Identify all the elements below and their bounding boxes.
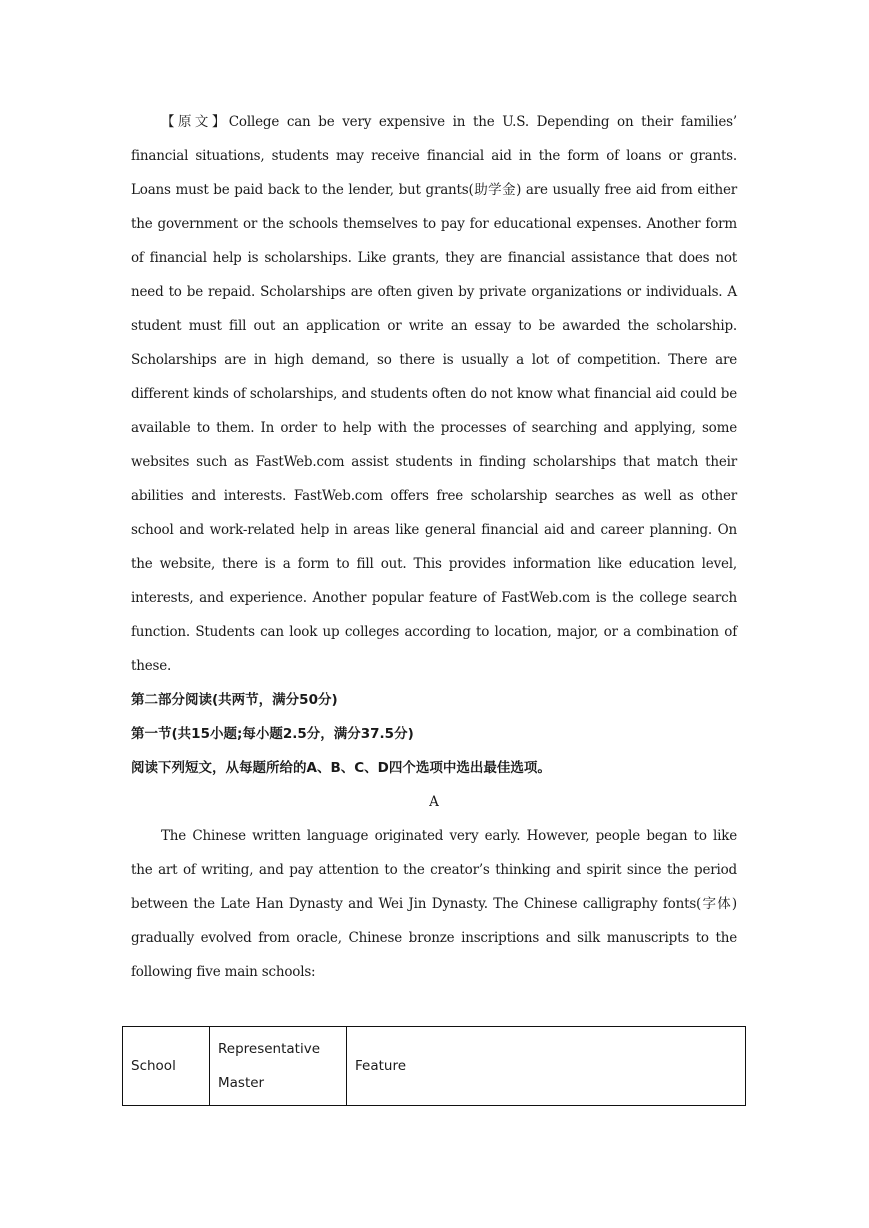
table-header-row xyxy=(123,1027,746,1106)
header-school: School xyxy=(123,1027,210,1106)
header-representative-master: Representative Master xyxy=(210,1027,347,1106)
header-feature: Feature xyxy=(347,1027,746,1106)
schools-table xyxy=(122,1026,746,1106)
original-text-paragraph xyxy=(131,105,737,683)
instruction: 阅读下列短文，从每题所给的A、B、C、D四个选项中选出最佳选项。 xyxy=(131,760,551,776)
original-text-label: 【原文】 xyxy=(161,114,229,130)
document-body xyxy=(131,105,737,989)
part-heading: 第二部分阅读(共两节，满分50分) xyxy=(131,692,338,708)
passage-a-paragraph: The Chinese written language originated very early. However, people began to like the art of writing, and pay attention to the creator’s thinking and spirit since the period between the Late Han Dynasty and Wei Jin Dynasty. The Chinese calligraphy fonts(字体) gradually evolved from oracle, Chinese bronze inscriptions and silk manuscripts to the following five main schools: xyxy=(131,828,737,980)
passage-letter: A xyxy=(429,794,439,810)
section-heading: 第一节(共15小题;每小题2.5分，满分37.5分) xyxy=(131,726,414,742)
original-text-body: College can be very expensive in the U.S. Depending on their families’ financial situations, students may receive financial aid in the form of loans or grants. Loans must be paid back to the lender, but grants(助学金) are usually free aid from either the government or the schools themselves to pay for educational expenses. Another form of financial help is scholarships. Like grants, they are financial assistance that does not need to be repaid. Scholarships are often given by private organizations or individuals. A student must fill out an application or write an essay to be awarded the scholarship. Scholarships are in high demand, so there is usually a lot of competition. There are different kinds of scholarships, and students often do not know what financial aid could be available to them. In order to help with the processes of searching and applying, some websites such as FastWeb.com assist students in finding scholarships that match their abilities and interests. FastWeb.com offers free scholarship searches as well as other school and work-related help in areas like general financial aid and career planning. On the website, there is a form to fill out. This provides information like education level, interests, and experience. Another popular feature of FastWeb.com is the college search function. Students can look up colleges according to location, major, or a combination of these. xyxy=(131,114,738,674)
